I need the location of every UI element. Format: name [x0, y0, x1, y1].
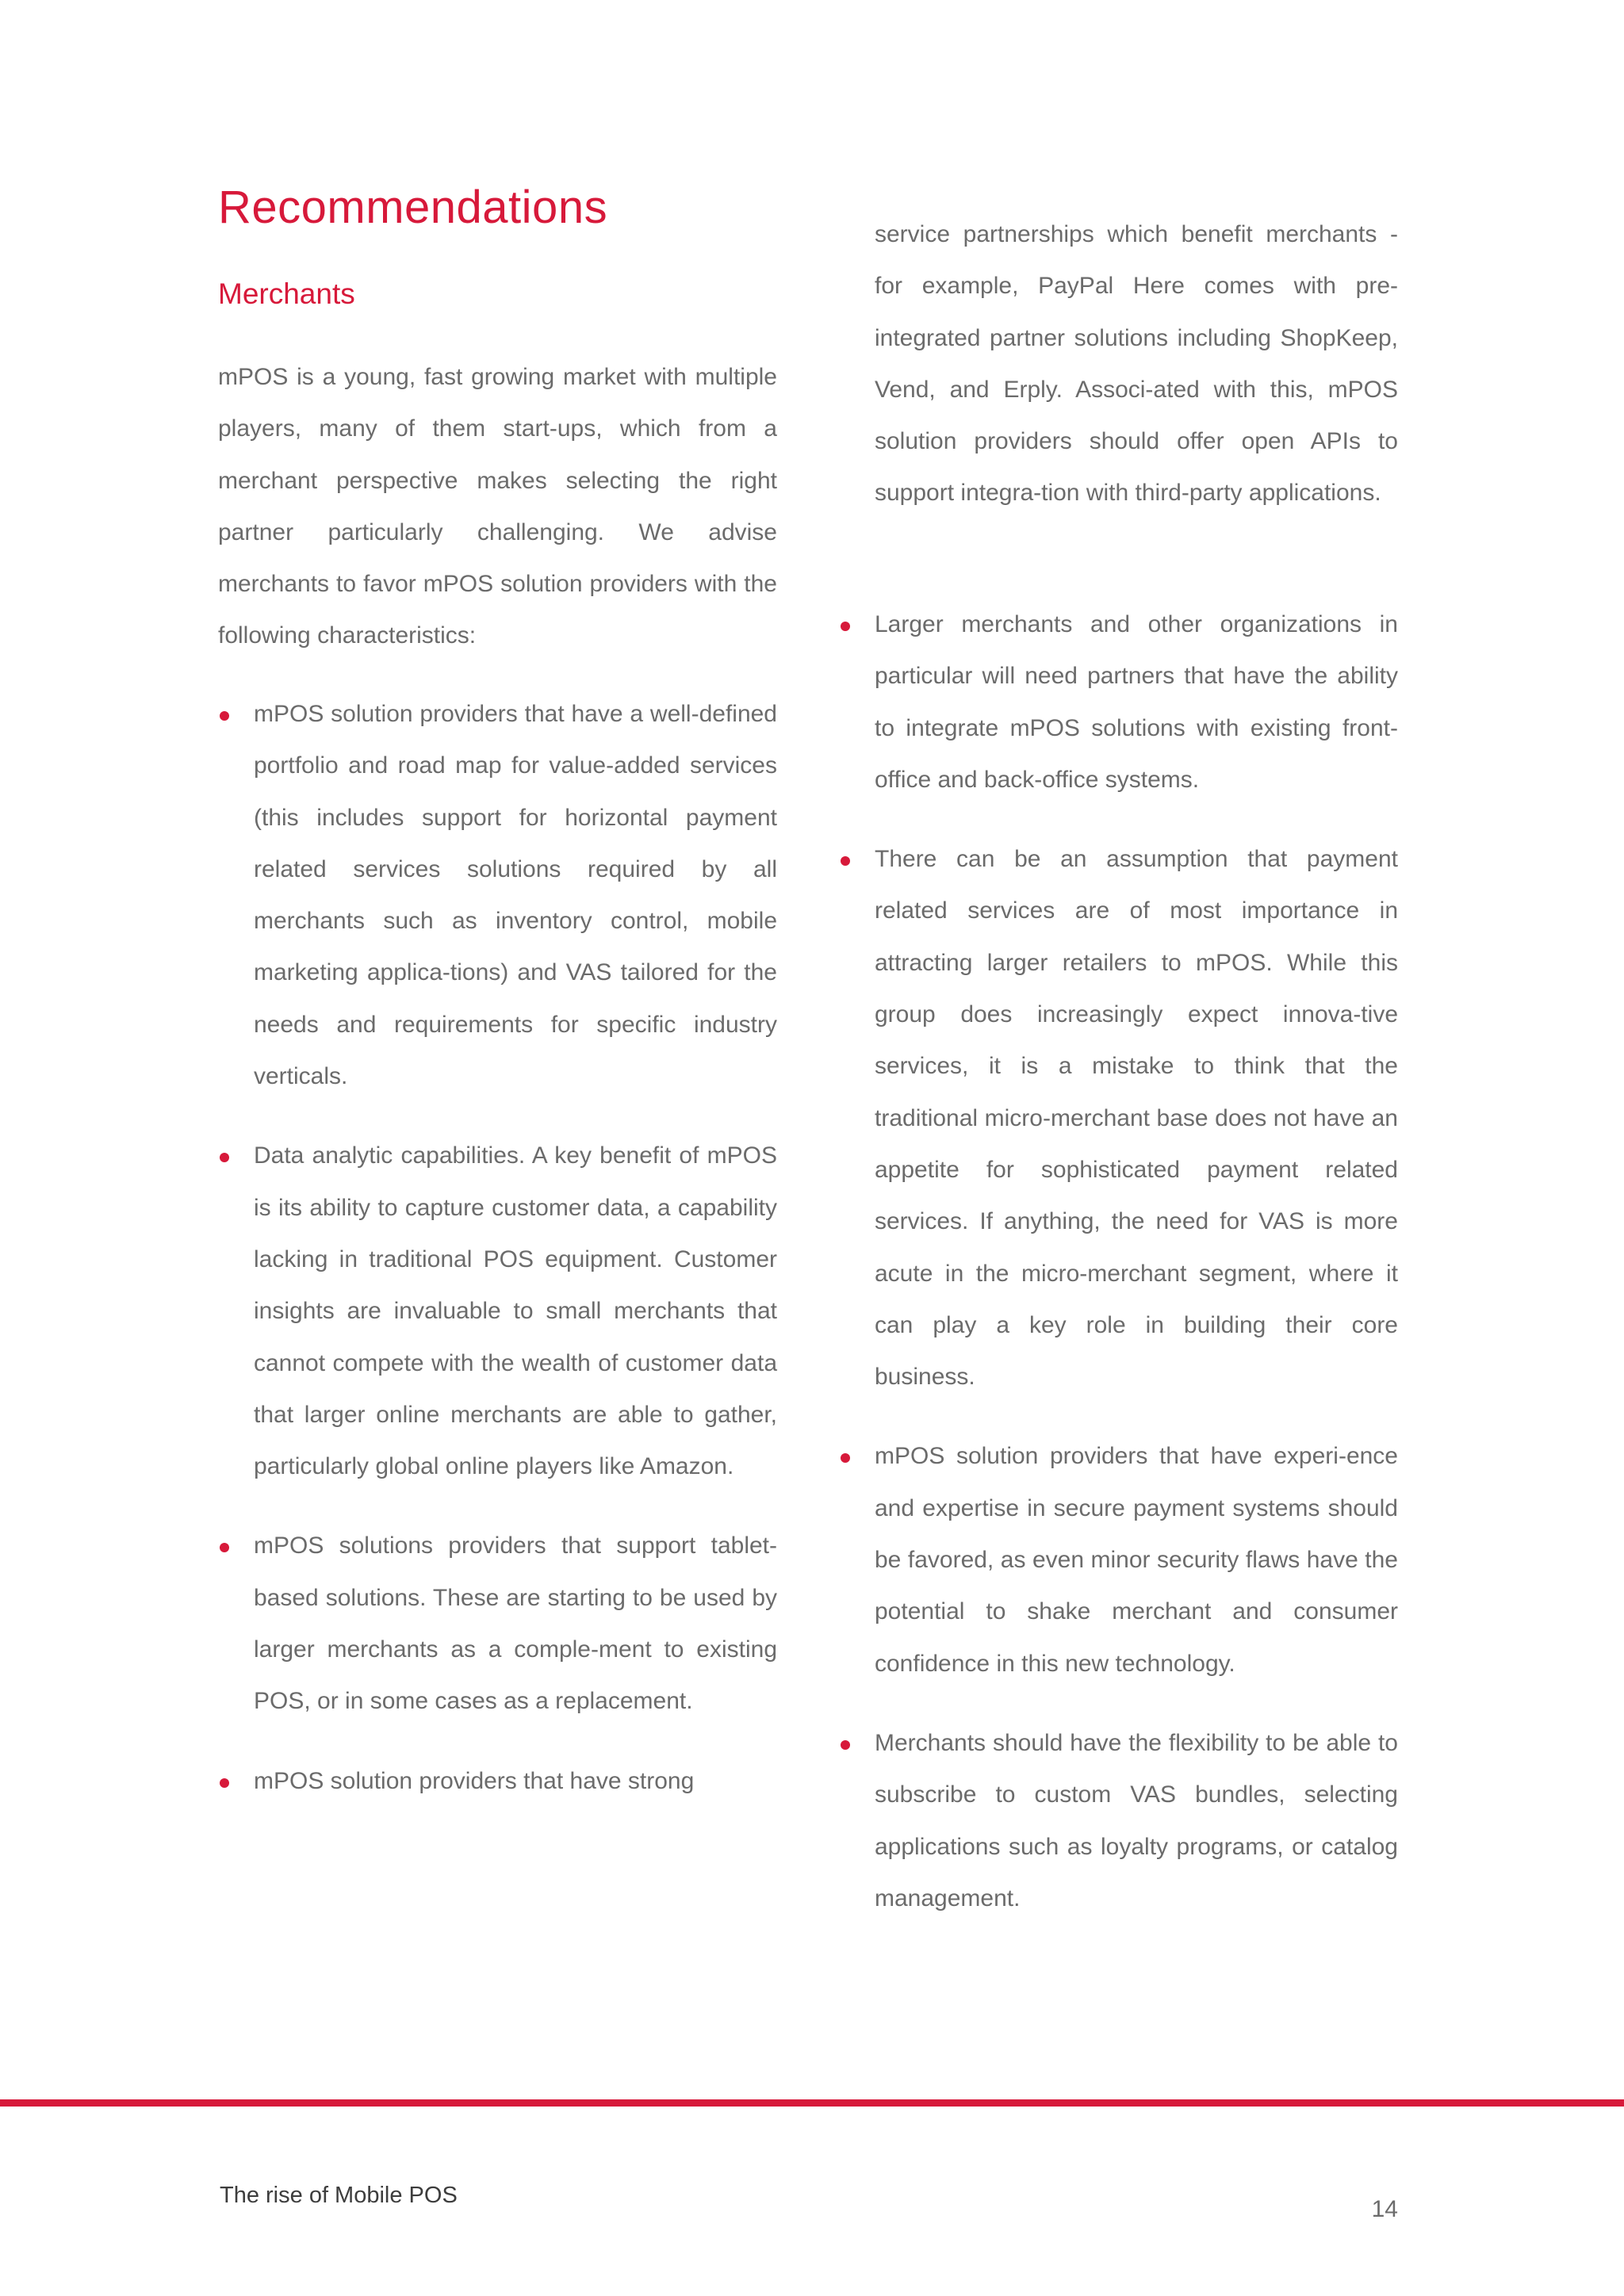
list-item-text: mPOS solution providers that have strong — [254, 1767, 695, 1794]
footer-title: The rise of Mobile POS — [220, 2183, 458, 2208]
page-number: 14 — [1371, 2196, 1398, 2222]
list-item — [839, 1717, 1398, 1924]
list-item — [839, 1430, 1398, 1689]
section-title: Merchants — [218, 277, 355, 310]
bullet-dot-icon — [841, 1740, 850, 1750]
footer-divider — [0, 2099, 1624, 2107]
right-bullet-list — [839, 599, 1398, 1952]
bullet-dot-icon — [841, 1453, 850, 1463]
list-item-text: There can be an assumption that payment related services are of most importance in attracting larger retailers to mPOS. While this group does increasingly expect innova-tive services, it is a mistake to think that the traditional micro-merchant base does not have an appetite for sophisticated payment related services. If anything, the need for VAS is more acute in the micro-merchant segment, where it can play a key role in building their core business. — [875, 846, 1398, 1391]
list-item-text: Data analytic capabilities. A key benefit of mPOS is its ability to capture customer data, a capability lacking in traditional POS equipment. Customer insights are invaluable to small merchants that cannot compete with the wealth of customer data that larger online merchants are able to gather, particularly global online players like Amazon. — [254, 1142, 777, 1480]
list-item — [218, 1755, 777, 1807]
list-item-text: mPOS solutions providers that support tablet-based solutions. These are starting to be used by larger merchants as a comple-ment to existing POS, or in some cases as a replacement. — [254, 1533, 777, 1715]
list-item-text: mPOS solution providers that have experi-ence and expertise in secure payment systems should be favored, as even minor security flaws have the potential to shake merchant and consumer confidence in this new technology. — [875, 1443, 1398, 1677]
list-item-text: Merchants should have the flexibility to be able to subscribe to custom VAS bundles, selecting applications such as loyalty programs, or catalog management. — [875, 1729, 1398, 1911]
left-bullet-list — [218, 688, 777, 1835]
list-item-text: mPOS solution providers that have a well-defined portfolio and road map for value-added services (this includes support for horizontal payment related services solutions required by all merchants such as inventory control, mobile marketing applica-tions) and VAS tailored for the needs and requirements for specific industry verticals. — [254, 701, 777, 1090]
list-item — [839, 599, 1398, 806]
list-item — [218, 1520, 777, 1727]
continuation-paragraph: service partnerships which benefit merchants - for example, PayPal Here comes with pre-integrated partner solutions including ShopKeep, Vend, and Erply. Associ-ated with this, mPOS solution providers should offer open APIs to support integra-tion with third-party applications. — [875, 221, 1398, 507]
list-item — [218, 1130, 777, 1492]
list-item — [218, 688, 777, 1102]
bullet-dot-icon — [841, 622, 850, 631]
list-item — [839, 833, 1398, 1402]
bullet-dot-icon — [841, 856, 850, 866]
page-title: Recommendations — [218, 182, 608, 233]
bullet-dot-icon — [220, 1778, 229, 1788]
bullet-dot-icon — [220, 711, 229, 721]
list-item-text: Larger merchants and other organizations in particular will need partners that have the ability to integrate mPOS solutions with existing front-office and back-office systems. — [875, 611, 1398, 793]
bullet-dot-icon — [220, 1153, 229, 1162]
bullet-dot-icon — [220, 1543, 229, 1552]
intro-paragraph: mPOS is a young, fast growing market with multiple players, many of them start-ups, which from a merchant perspective makes selecting the right partner particularly challenging. We advise merchants to favor mPOS solution providers with the following characteristics: — [218, 364, 777, 649]
